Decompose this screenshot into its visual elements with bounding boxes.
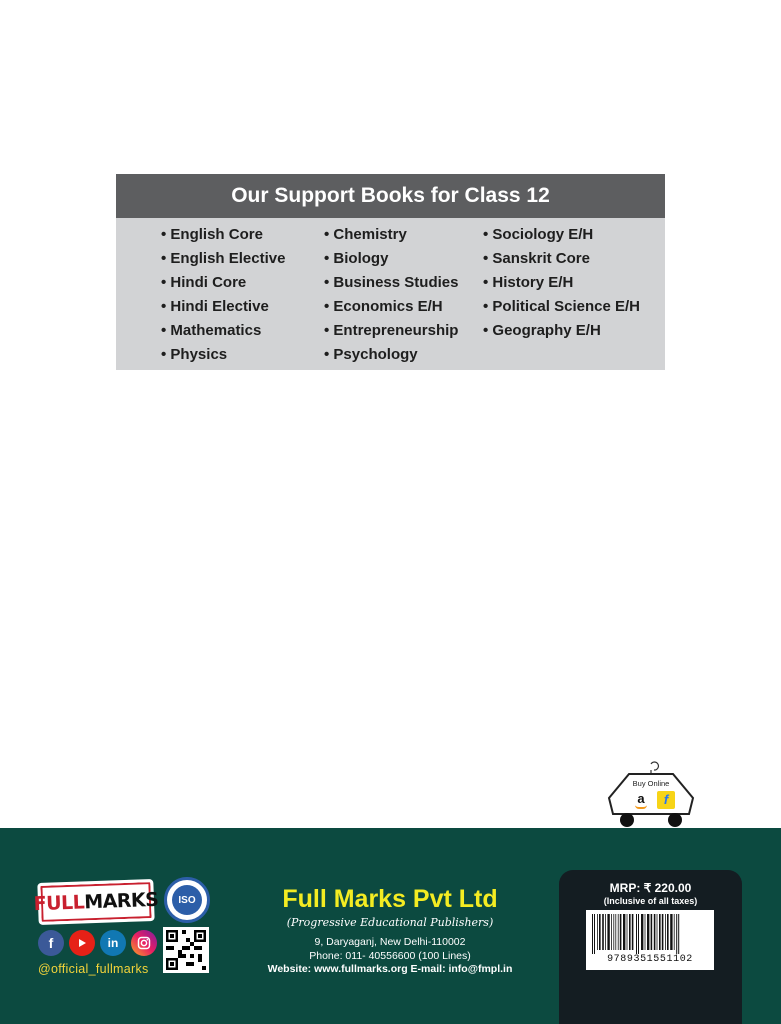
fullmarks-logo: FULLMARKS <box>37 879 154 925</box>
shopping-cart-icon <box>605 760 697 832</box>
iso-label: ISO <box>172 885 202 915</box>
company-phone: Phone: 011- 40556600 (100 Lines) <box>309 950 471 962</box>
buy-online-cart[interactable] <box>605 760 697 832</box>
company-tagline: (Progressive Educational Publishers) <box>286 916 494 929</box>
facebook-icon[interactable]: f <box>38 930 64 956</box>
barcode-bars <box>586 910 714 956</box>
book-item: • Hindi Elective <box>161 298 285 322</box>
book-item: • Political Science E/H <box>483 298 640 322</box>
buy-online-label: Buy Online <box>632 779 670 788</box>
book-item: • Biology <box>324 250 458 274</box>
isbn-number: 9789351551102 <box>607 954 693 965</box>
company-address: 9, Daryaganj, New Delhi-110002 <box>314 936 466 948</box>
book-item: • Business Studies <box>324 274 458 298</box>
book-item: • Economics E/H <box>324 298 458 322</box>
amazon-icon[interactable]: a <box>633 792 649 808</box>
book-item: • Sanskrit Core <box>483 250 640 274</box>
book-item: • Chemistry <box>324 226 458 250</box>
book-item: • Entrepreneurship <box>324 322 458 346</box>
books-column-2 <box>324 226 458 370</box>
book-item: • Physics <box>161 346 285 370</box>
book-item: • English Elective <box>161 250 285 274</box>
book-item: • Hindi Core <box>161 274 285 298</box>
book-item: • English Core <box>161 226 285 250</box>
social-handle: @official_fullmarks <box>38 962 149 976</box>
company-website-email[interactable]: Website: www.fullmarks.org E-mail: info@fmpl.in <box>267 963 513 975</box>
qr-code[interactable] <box>163 927 209 973</box>
instagram-icon[interactable] <box>131 930 157 956</box>
support-books-box <box>116 174 665 370</box>
iso-certified-badge <box>164 877 210 923</box>
mrp-price: MRP: ₹ 220.00 <box>609 881 692 895</box>
company-name: Full Marks Pvt Ltd <box>282 885 498 913</box>
books-column-1 <box>161 226 285 370</box>
book-item: • Mathematics <box>161 322 285 346</box>
youtube-icon[interactable] <box>69 930 95 956</box>
book-item: • Psychology <box>324 346 458 370</box>
isbn-barcode <box>586 910 714 970</box>
book-item: • History E/H <box>483 274 640 298</box>
books-column-3 <box>483 226 640 346</box>
mrp-note: (Inclusive of all taxes) <box>603 896 698 906</box>
book-item: • Geography E/H <box>483 322 640 346</box>
company-block <box>240 885 540 929</box>
linkedin-icon[interactable]: in <box>100 930 126 956</box>
support-books-title: Our Support Books for Class 12 <box>116 174 665 218</box>
flipkart-icon[interactable]: f <box>657 791 675 809</box>
book-item: • Sociology E/H <box>483 226 640 250</box>
